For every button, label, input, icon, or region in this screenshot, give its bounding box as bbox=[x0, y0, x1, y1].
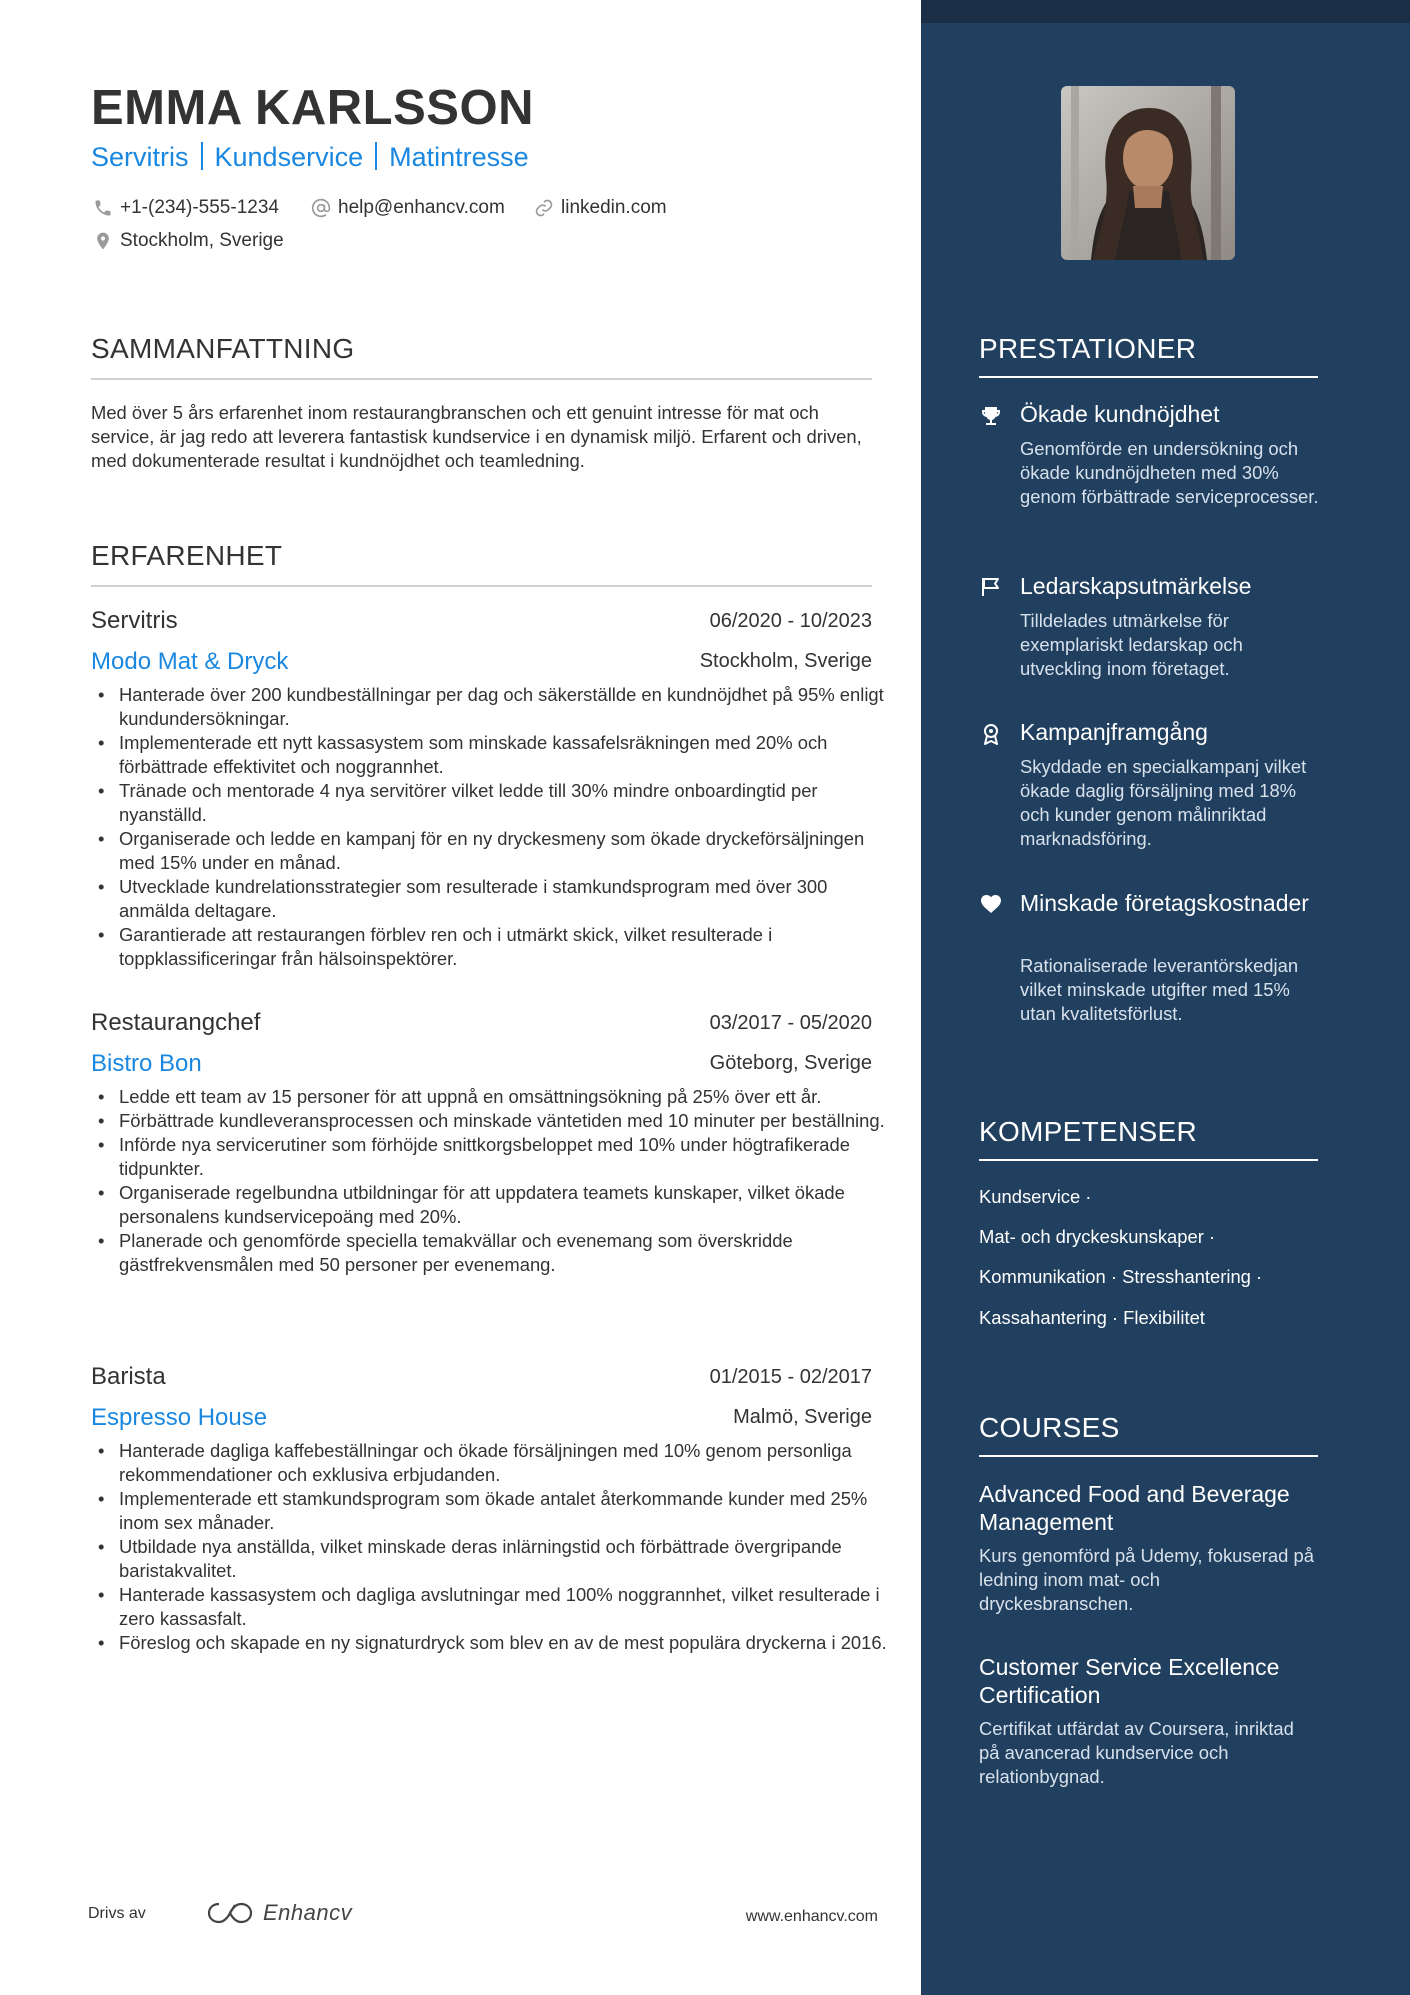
phone-text: +1-(234)-555-1234 bbox=[120, 197, 279, 218]
heart-icon bbox=[979, 892, 1003, 916]
job-bullet: • Tränade och mentorade 4 nya servitörer vilket ledde till 30% mindre onboardingtid per nyanställd. bbox=[119, 779, 900, 827]
title-matintresse: Matintresse bbox=[389, 142, 529, 172]
job-company: Modo Mat & Dryck bbox=[91, 648, 289, 675]
job-dates: 06/2020 - 10/2023 bbox=[709, 610, 872, 632]
summary-heading: SAMMANFATTNING bbox=[91, 333, 872, 380]
sidebar-top-band bbox=[921, 0, 1410, 23]
course-desc: Kurs genomförd på Udemy, fokuserad på ledning inom mat- och dryckesbranschen. bbox=[979, 1545, 1314, 1614]
job-dates: 01/2015 - 02/2017 bbox=[709, 1366, 872, 1388]
link-icon bbox=[534, 198, 554, 218]
job-bullet: • Organiserade och ledde en kampanj för en ny dryckesmeny som ökade dryckeförsäljningen med 15% under en månad. bbox=[119, 827, 900, 875]
candidate-name: EMMA KARLSSON bbox=[91, 81, 534, 135]
trophy-icon bbox=[979, 404, 1003, 428]
job-bullet: • Implementerade ett stamkundsprogram som ökade antalet återkommande kunder med 25% inom sex månader. bbox=[119, 1487, 900, 1535]
job-bullets bbox=[91, 1439, 900, 1655]
footer-brand: Enhancv bbox=[263, 1900, 353, 1925]
linkedin-text: linkedin.com bbox=[561, 197, 667, 218]
job-bullet: • Implementerade ett nytt kassasystem som minskade kassafelsräkningen med 20% och förbättrade effektivitet och noggrannhet. bbox=[119, 731, 900, 779]
at-sign-icon bbox=[311, 198, 331, 218]
achievement-title: Minskade företagskostnader bbox=[1020, 890, 1309, 916]
title-separator bbox=[201, 142, 203, 170]
courses-heading: COURSES bbox=[979, 1412, 1318, 1457]
job-location: Malmö, Sverige bbox=[733, 1406, 872, 1428]
job-role: Servitris bbox=[91, 607, 178, 634]
job-role: Restaurangchef bbox=[91, 1009, 261, 1036]
skill-line: Kommunikation · Stresshantering · bbox=[979, 1266, 1263, 1287]
enhancv-logo[interactable] bbox=[207, 1900, 352, 1926]
job-bullet: • Hanterade över 200 kundbeställningar per dag och säkerställde en kundnöjdhet på 95% enligt kundundersökningar. bbox=[119, 683, 900, 731]
skills-heading: KOMPETENSER bbox=[979, 1116, 1318, 1161]
job-bullets bbox=[91, 683, 900, 971]
title-kundservice: Kundservice bbox=[214, 142, 364, 172]
achievements-heading: PRESTATIONER bbox=[979, 333, 1318, 378]
job-bullet: • Utvecklade kundrelationsstrategier som resulterade i stamkundsprogram med över 300 anmälda deltagare. bbox=[119, 875, 900, 923]
achievement-desc: Genomförde en undersökning och ökade kundnöjdheten med 30% genom förbättrade serviceprocesser. bbox=[1020, 438, 1319, 507]
job-bullet: • Förbättrade kundleveransprocessen och minskade väntetiden med 10 minuter per beställning. bbox=[119, 1109, 900, 1133]
job-bullet: • Hanterade kassasystem och dagliga avslutningar med 100% noggrannhet, vilket resulterade i zero kassasfalt. bbox=[119, 1583, 900, 1631]
phone-icon bbox=[93, 198, 113, 218]
course-title: Customer Service Excellence Certification bbox=[979, 1654, 1280, 1708]
achievement-desc: Rationaliserade leverantörskedjan vilket minskade utgifter med 15% utan kvalitetsförlust. bbox=[1020, 955, 1299, 1024]
achievement-desc: Tilldelades utmärkelse för exemplariskt ledarskap och utveckling inom företaget. bbox=[1020, 610, 1243, 679]
job-bullet: • Införde nya servicerutiner som förhöjde snittkorgsbeloppet med 10% under högtrafikerade tidpunkter. bbox=[119, 1133, 900, 1181]
achievement-title: Kampanjframgång bbox=[1020, 719, 1208, 745]
achievement-desc: Skyddade en specialkampanj vilket ökade daglig försäljning med 18% och kunder genom målinriktad marknadsföring. bbox=[1020, 756, 1307, 849]
achievement-title: Ledarskapsutmärkelse bbox=[1020, 573, 1252, 599]
skill-line: Kundservice · bbox=[979, 1186, 1092, 1207]
footer-driven-by: Drivs av bbox=[88, 1905, 146, 1922]
location-text: Stockholm, Sverige bbox=[120, 230, 284, 251]
job-location: Stockholm, Sverige bbox=[699, 650, 872, 672]
flag-icon bbox=[979, 575, 1003, 599]
profile-photo bbox=[1061, 86, 1235, 260]
job-bullet: • Planerade och genomförde speciella temakvällar och evenemang som överskridde gästfrekvensmålen med 50 personer per evenemang. bbox=[119, 1229, 900, 1277]
skill-line: Mat- och dryckeskunskaper · bbox=[979, 1226, 1216, 1247]
title-servitris: Servitris bbox=[91, 142, 189, 172]
title-separator bbox=[375, 142, 377, 170]
job-bullet: • Ledde ett team av 15 personer för att uppnå en omsättningsökning på 25% över ett år. bbox=[119, 1085, 900, 1109]
job-location: Göteborg, Sverige bbox=[709, 1052, 872, 1074]
job-bullet: • Hanterade dagliga kaffebeställningar och ökade försäljningen med 10% genom personliga rekommendationer och exklusiva erbjudanden. bbox=[119, 1439, 900, 1487]
course-desc: Certifikat utfärdat av Coursera, inriktad på avancerad kundservice och relationbygnad. bbox=[979, 1718, 1294, 1787]
achievement-title: Ökade kundnöjdhet bbox=[1020, 401, 1220, 427]
job-company: Espresso House bbox=[91, 1404, 268, 1431]
course-title: Advanced Food and Beverage Management bbox=[979, 1481, 1290, 1535]
job-dates: 03/2017 - 05/2020 bbox=[709, 1012, 872, 1034]
summary-text: Med över 5 års erfarenhet inom restaurangbranschen och ett genuint intresse för mat och service, är jag redo att leverera fantastisk kundservice i en dynamisk miljö. Erfarent och driven, med dokumenterade resultat i kundnöjdhet och teamledning. bbox=[91, 402, 862, 471]
contact-location bbox=[93, 230, 284, 252]
job-role: Barista bbox=[91, 1363, 166, 1390]
footer-url[interactable]: www.enhancv.com bbox=[745, 1908, 878, 1925]
skill-line: Kassahantering · Flexibilitet bbox=[979, 1307, 1205, 1328]
contact-linkedin[interactable] bbox=[534, 197, 667, 219]
job-bullet: • Föreslog och skapade en ny signaturdryck som blev en av de mest populära dryckerna i 2016. bbox=[119, 1631, 900, 1655]
job-company: Bistro Bon bbox=[91, 1050, 202, 1077]
job-bullet: • Garantierade att restaurangen förblev ren och i utmärkt skick, vilket resulterade i toppklassificeringar från hälsoinspektörer. bbox=[119, 923, 900, 971]
award-icon bbox=[979, 722, 1003, 746]
contact-email[interactable] bbox=[311, 197, 505, 219]
infinity-logo-icon bbox=[207, 1900, 253, 1926]
experience-heading: ERFARENHET bbox=[91, 540, 872, 587]
job-bullet: • Organiserade regelbundna utbildningar för att uppdatera teamets kunskaper, vilket ökade personalens kundservicepoäng med 20%. bbox=[119, 1181, 900, 1229]
job-bullet: • Utbildade nya anställda, vilket minskade deras inlärningstid och förbättrade övergripande baristakvalitet. bbox=[119, 1535, 900, 1583]
contact-phone bbox=[93, 197, 279, 219]
email-text: help@enhancv.com bbox=[338, 197, 505, 218]
job-bullets bbox=[91, 1085, 900, 1277]
location-pin-icon bbox=[93, 231, 113, 251]
title-line bbox=[91, 142, 529, 173]
